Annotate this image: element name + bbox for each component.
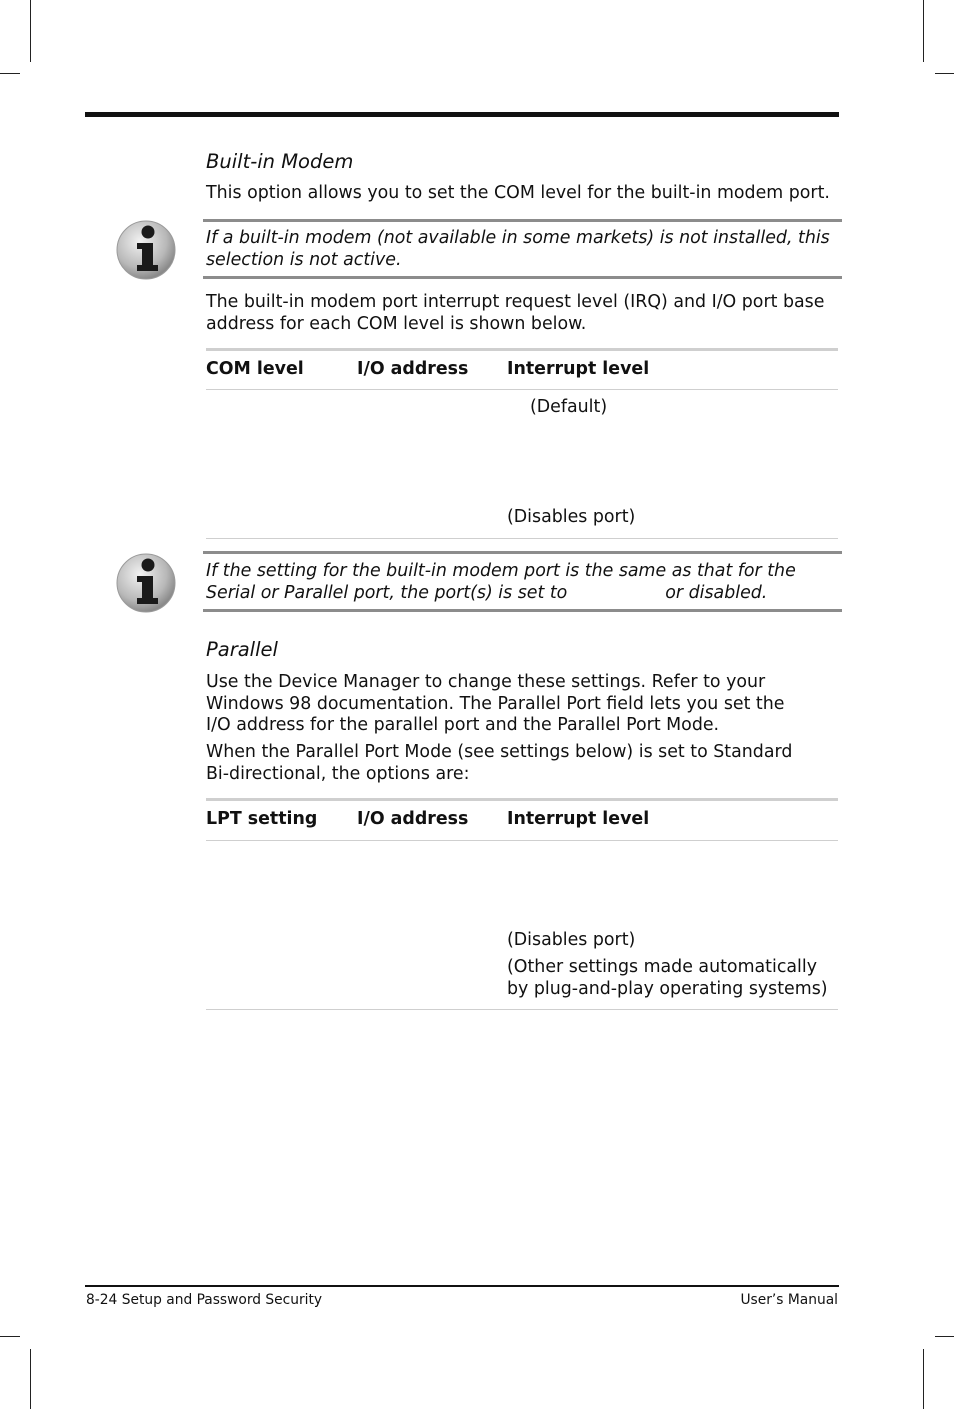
table-header-io-address: I/O address (357, 809, 469, 829)
note-rule-top (203, 551, 842, 554)
table-rule-bottom (206, 538, 838, 539)
table-cell-disables-port: (Disables port) (507, 507, 636, 527)
table-header-com-level: COM level (206, 359, 304, 379)
header-rule (85, 112, 839, 117)
parallel-para-2: When the Parallel Port Mode (see settings below) is set to Standard Bi-directional, the options are: (206, 742, 793, 784)
crop-mark (0, 1336, 20, 1337)
table-rule-top (206, 348, 838, 351)
table-header-rule (206, 840, 838, 841)
note-port-conflict (206, 561, 838, 604)
crop-mark (30, 1349, 31, 1409)
table-header-lpt-setting: LPT setting (206, 809, 318, 829)
section-heading-builtin-modem: Built-in Modem (206, 150, 354, 173)
info-icon (115, 219, 177, 281)
table-header-rule (206, 389, 838, 390)
note-rule-top (203, 219, 842, 222)
table-rule-bottom (206, 1009, 838, 1010)
table-header-interrupt-level: Interrupt level (507, 359, 650, 379)
builtin-modem-intro: This option allows you to set the COM level for the built-in modem port. (206, 183, 830, 203)
note-rule-bottom (203, 609, 842, 612)
footer-rule (85, 1285, 839, 1287)
footer-right: User’s Manual (740, 1292, 838, 1308)
crop-mark (935, 1336, 954, 1337)
footer-left: 8-24 Setup and Password Security (86, 1292, 323, 1308)
table-cell-default: (Default) (530, 397, 608, 417)
note-rule-bottom (203, 276, 842, 279)
crop-mark (0, 73, 20, 74)
note-builtin-modem-availability: If a built-in modem (not available in some markets) is not installed, this selection is not active. (206, 228, 830, 270)
table-rule-top (206, 798, 838, 801)
crop-mark (923, 0, 924, 62)
crop-mark (30, 0, 31, 62)
table-cell-disables-port: (Disables port) (507, 930, 636, 950)
builtin-modem-description: The built-in modem port interrupt request level (IRQ) and I/O port base address for each COM level is shown below. (206, 292, 825, 334)
parallel-para-1: Use the Device Manager to change these settings. Refer to your Windows 98 documentation. The Parallel Port field lets you set the I/O address for the parallel port and the Parallel Port Mode. (206, 672, 785, 735)
table-cell-other-settings: (Other settings made automatically by plug-and-play operating systems) (507, 957, 828, 999)
table-header-interrupt-level: Interrupt level (507, 809, 650, 829)
crop-mark (935, 73, 954, 74)
table-header-io-address: I/O address (357, 359, 469, 379)
section-heading-parallel: Parallel (206, 638, 278, 661)
note-port-conflict-part1: If the setting for the built-in modem port is the same as that for the Serial or Parallel port, the port(s) is set to (206, 561, 796, 603)
info-icon (115, 552, 177, 614)
crop-mark (923, 1349, 924, 1409)
note-port-conflict-part2: or disabled. (665, 582, 768, 603)
